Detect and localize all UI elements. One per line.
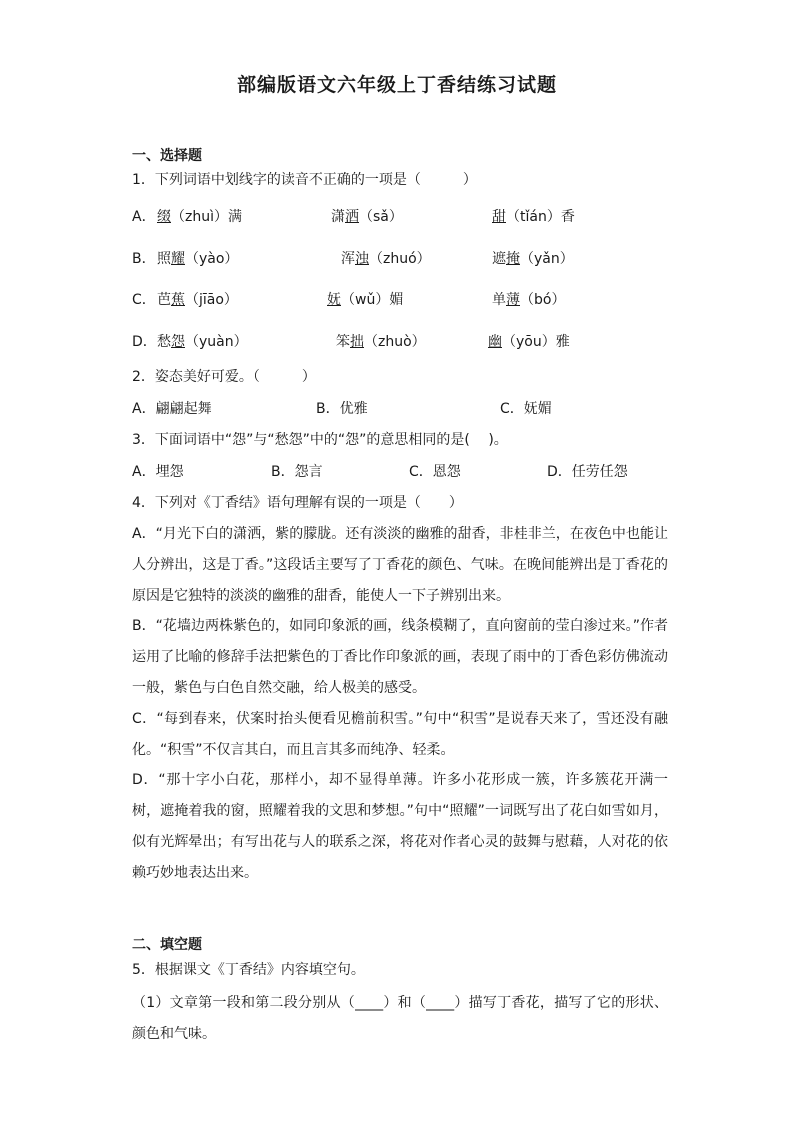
item-rest: （sǎ） <box>359 209 403 225</box>
page-title: 部编版语文六年级上丁香结练习试题 <box>236 74 557 96</box>
item-pre: 浑 <box>341 251 355 267</box>
item-pre: 潇 <box>331 209 345 225</box>
item-rest: （tǐán）香 <box>506 209 575 225</box>
underlined-char: 缀 <box>157 209 171 225</box>
option-item <box>492 208 575 226</box>
option-item <box>331 208 403 226</box>
underlined-char: 妩 <box>327 292 341 308</box>
section-heading-choice: 一、选择题 <box>132 148 202 164</box>
item-pre: 遮 <box>492 251 506 267</box>
underlined-char: 拙 <box>350 334 364 350</box>
item-rest: （jīāo） <box>185 292 238 308</box>
item-pre: 笨 <box>336 334 350 350</box>
question-2-option-c: C．妩媚 <box>500 401 552 417</box>
question-4-option-d: D．“那十字小白花，那样小，却不显得单薄。许多小花形成一簇，许多簇花开满一树，遮掩着我的窗，照耀着我的文思和梦想。”句中“照耀”一词既写出了花白如雪如月，似有光辉晕出；有写出花与人的联系之深，将花对作者心灵的鼓舞与慰藉，人对花的依赖巧妙地表达出来。 <box>132 772 668 881</box>
option-item <box>492 250 574 268</box>
question-4-option-b: B．“花墙边两株紫色的，如同印象派的画，线条模糊了，直向窗前的莹白渗过来。”作者运用了比喻的修辞手法把紫色的丁香比作印象派的画，表现了雨中的丁香色彩仿佛流动一般，紫色与白色自然交融，给人极美的感受。 <box>132 618 668 696</box>
question-3-option-b: B．怨言 <box>271 464 323 480</box>
item-rest: （zhuò） <box>364 334 426 350</box>
option-label: D． <box>132 334 157 350</box>
item-pre: 愁 <box>157 334 171 350</box>
question-5-part-1 <box>132 988 668 1050</box>
option-item <box>336 333 426 351</box>
item-rest: （zhuì）满 <box>171 209 242 225</box>
question-2-option-a: A．翩翩起舞 <box>132 401 212 417</box>
underlined-char: 怨 <box>171 334 185 350</box>
question-3-option-c: C．恩怨 <box>409 464 461 480</box>
item-rest: （yōu）雅 <box>502 334 570 350</box>
item-rest: （wǔ）媚 <box>341 292 404 308</box>
question-5-part-1-text: （1）文章第一段和第二段分别从（____）和（____）描写丁香花，描写了它的形状、颜色和气味。 <box>132 995 668 1042</box>
underlined-char: 浊 <box>355 251 369 267</box>
underlined-char: 幽 <box>488 334 502 350</box>
underlined-char: 蕉 <box>171 292 185 308</box>
item-rest: （yǎn） <box>520 251 574 267</box>
question-3-stem: 3．下面词语中“怨”与“愁怨”中的“怨”的意思相同的是( )。 <box>132 432 508 448</box>
option-item <box>488 333 570 351</box>
question-2-option-b: B．优雅 <box>316 401 368 417</box>
question-4-options <box>132 519 668 889</box>
question-4-option-c: C．“每到春来，伏案时抬头便看见檐前积雪。”句中“积雪”是说春天来了，雪还没有融化。“积雪”不仅言其白，而且言其多而纯净、轻柔。 <box>132 710 668 758</box>
option-label: A． <box>132 209 156 225</box>
option-item <box>157 208 242 226</box>
question-1-stem: 1．下列词语中划线字的读音不正确的一项是（ ） <box>132 172 477 188</box>
underlined-char: 薄 <box>506 292 520 308</box>
section-heading-fill: 二、填空题 <box>132 937 202 953</box>
option-item <box>492 291 565 309</box>
item-rest: （zhuó） <box>369 251 431 267</box>
item-pre: 单 <box>492 292 506 308</box>
option-label: C． <box>132 292 156 308</box>
question-4-stem: 4．下列对《丁香结》语句理解有误的一项是（ ） <box>132 495 463 511</box>
underlined-char: 耀 <box>171 251 185 267</box>
item-rest: （bó） <box>520 292 566 308</box>
option-label: B． <box>132 251 156 267</box>
item-rest: （yào） <box>185 251 239 267</box>
item-pre: 芭 <box>157 292 171 308</box>
underlined-char: 甜 <box>492 209 506 225</box>
option-item <box>157 291 238 309</box>
option-item <box>341 250 431 268</box>
question-3-option-a: A．埋怨 <box>132 464 184 480</box>
question-4-option-a: A．“月光下白的潇洒，紫的朦胧。还有淡淡的幽雅的甜香，非桂非兰，在夜色中也能让人分辨出，这是丁香。”这段话主要写了丁香花的颜色、气味。在晚间能辨出是丁香花的原因是它独特的淡淡的幽雅的甜香，能使人一下子辨别出来。 <box>132 526 668 604</box>
underlined-char: 掩 <box>506 251 520 267</box>
option-item <box>327 291 403 309</box>
question-2-stem: 2．姿态美好可爱。（ ） <box>132 369 316 385</box>
item-rest: （yuàn） <box>185 334 248 350</box>
option-item <box>157 250 238 268</box>
question-5-stem: 5．根据课文《丁香结》内容填空句。 <box>132 962 365 978</box>
underlined-char: 洒 <box>345 209 359 225</box>
item-pre: 照 <box>157 251 171 267</box>
question-3-option-d: D．任劳任怨 <box>547 464 628 480</box>
option-item <box>157 333 248 351</box>
